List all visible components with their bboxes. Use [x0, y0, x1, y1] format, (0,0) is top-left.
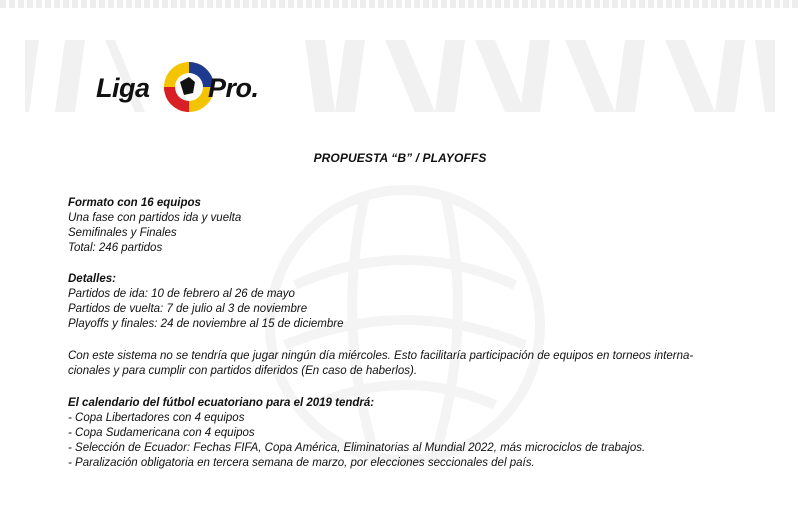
detalles-line: Partidos de ida: 10 de febrero al 26 de mayo [68, 288, 295, 300]
sistema-line: Con este sistema no se tendría que jugar ningún día miércoles. Esto facilitaría participación de equipos en torneos interna- [68, 350, 694, 362]
document-title: PROPUESTA “B” / PLAYOFFS [313, 151, 487, 165]
calendario-section [68, 396, 733, 471]
ligapro-logo [96, 60, 276, 120]
formato-line: Total: 246 partidos [68, 242, 163, 254]
detalles-heading: Detalles: [68, 273, 116, 285]
detalles-section [68, 272, 344, 332]
logo-word-liga: Liga [96, 73, 150, 103]
calendario-item: - Copa Sudamericana con 4 equipos [68, 427, 255, 439]
formato-line: Una fase con partidos ida y vuelta [68, 212, 242, 224]
formato-section [68, 196, 241, 256]
calendario-item: - Paralización obligatoria en tercera semana de marzo, por elecciones seccionales del país. [68, 457, 535, 469]
top-decorative-strip [0, 0, 800, 8]
calendario-item: - Selección de Ecuador: Fechas FIFA, Copa América, Eliminatorias al Mundial 2022, más microciclos de trabajos. [68, 442, 646, 454]
detalles-line: Playoffs y finales: 24 de noviembre al 15 de diciembre [68, 318, 344, 330]
logo-word-pro: Pro. [208, 73, 259, 103]
sistema-paragraph [68, 349, 733, 379]
formato-line: Semifinales y Finales [68, 227, 177, 239]
sistema-line: cionales y para cumplir con partidos diferidos (En caso de haberlos). [68, 365, 418, 377]
detalles-line: Partidos de vuelta: 7 de julio al 3 de noviembre [68, 303, 308, 315]
calendario-item: - Copa Libertadores con 4 equipos [68, 412, 245, 424]
formato-heading: Formato con 16 equipos [68, 197, 201, 209]
calendario-heading: El calendario del fútbol ecuatoriano para el 2019 tendrá: [68, 397, 375, 409]
